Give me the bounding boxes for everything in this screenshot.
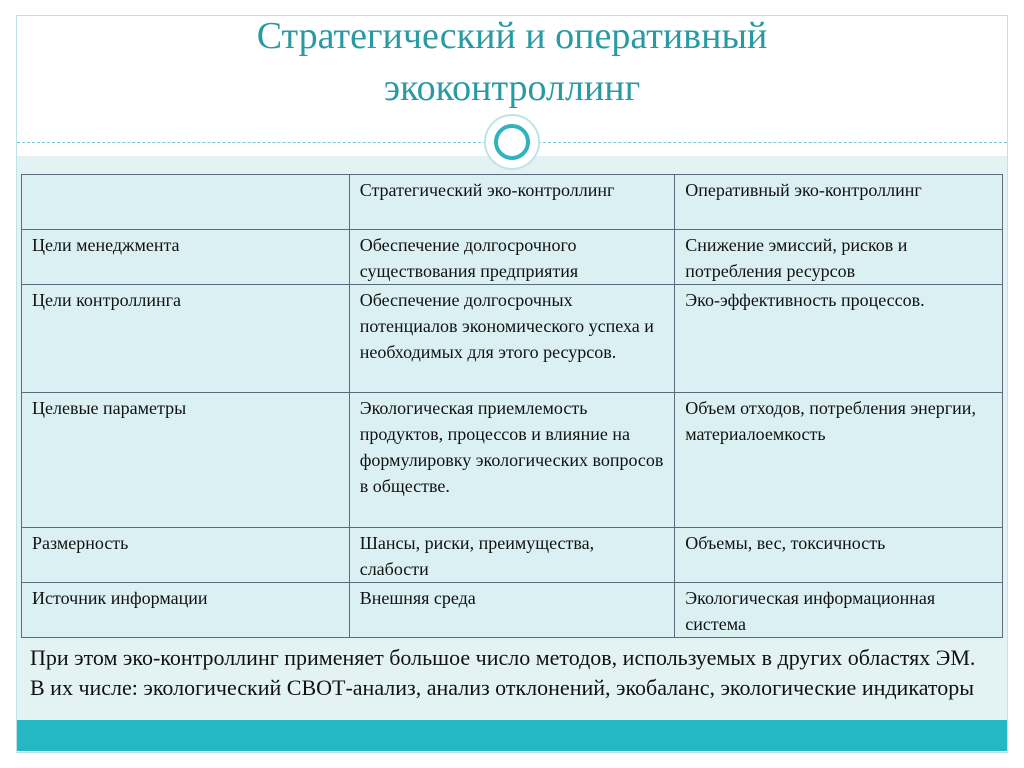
table-cell: Источник информации bbox=[22, 583, 350, 638]
table-cell: Шансы, риски, преимущества, слабости bbox=[349, 528, 675, 583]
table-header-cell: Стратегический эко-контроллинг bbox=[349, 175, 675, 230]
slide-title bbox=[0, 10, 1024, 114]
table-row bbox=[22, 583, 1003, 638]
table-cell: Размерность bbox=[22, 528, 350, 583]
table-row bbox=[22, 285, 1003, 393]
bottom-accent-band bbox=[17, 720, 1007, 751]
table-cell: Цели контроллинга bbox=[22, 285, 350, 393]
table-cell: Обеспечение долгосрочного существования предприятия bbox=[349, 230, 675, 285]
table-cell: Объемы, вес, токсичность bbox=[675, 528, 1003, 583]
table-cell: Целевые параметры bbox=[22, 393, 350, 528]
table-header-cell bbox=[22, 175, 350, 230]
table-cell: Объем отходов, потребления энергии, материалоемкость bbox=[675, 393, 1003, 528]
table-row bbox=[22, 230, 1003, 285]
table-cell: Экологическая приемлемость продуктов, процессов и влияние на формулировку экологических вопросов в обществе. bbox=[349, 393, 675, 528]
circle-ornament-icon bbox=[484, 114, 540, 170]
table-header-cell: Оперативный эко-контроллинг bbox=[675, 175, 1003, 230]
title-line-1: Стратегический и оперативный bbox=[256, 15, 768, 57]
comparison-table bbox=[21, 174, 1003, 638]
circle-ornament-inner bbox=[494, 124, 530, 160]
table-cell: Снижение эмиссий, рисков и потребления ресурсов bbox=[675, 230, 1003, 285]
table-cell: Экологическая информационная система bbox=[675, 583, 1003, 638]
table-cell: Внешняя среда bbox=[349, 583, 675, 638]
table-cell: Цели менеджмента bbox=[22, 230, 350, 285]
table-row bbox=[22, 393, 1003, 528]
table-row bbox=[22, 528, 1003, 583]
table-cell: Обеспечение долгосрочных потенциалов экономического успеха и необходимых для этого ресурсов. bbox=[349, 285, 675, 393]
summary-note: При этом эко-контроллинг применяет большое число методов, используемых в других областях ЭМ. В их числе: экологический СВОТ-анализ, анализ отклонений, экобаланс, экологические индикаторы bbox=[30, 645, 976, 700]
title-line-2: экоконтроллинг bbox=[383, 67, 641, 109]
table-header-row bbox=[22, 175, 1003, 230]
table-cell: Эко-эффективность процессов. bbox=[675, 285, 1003, 393]
